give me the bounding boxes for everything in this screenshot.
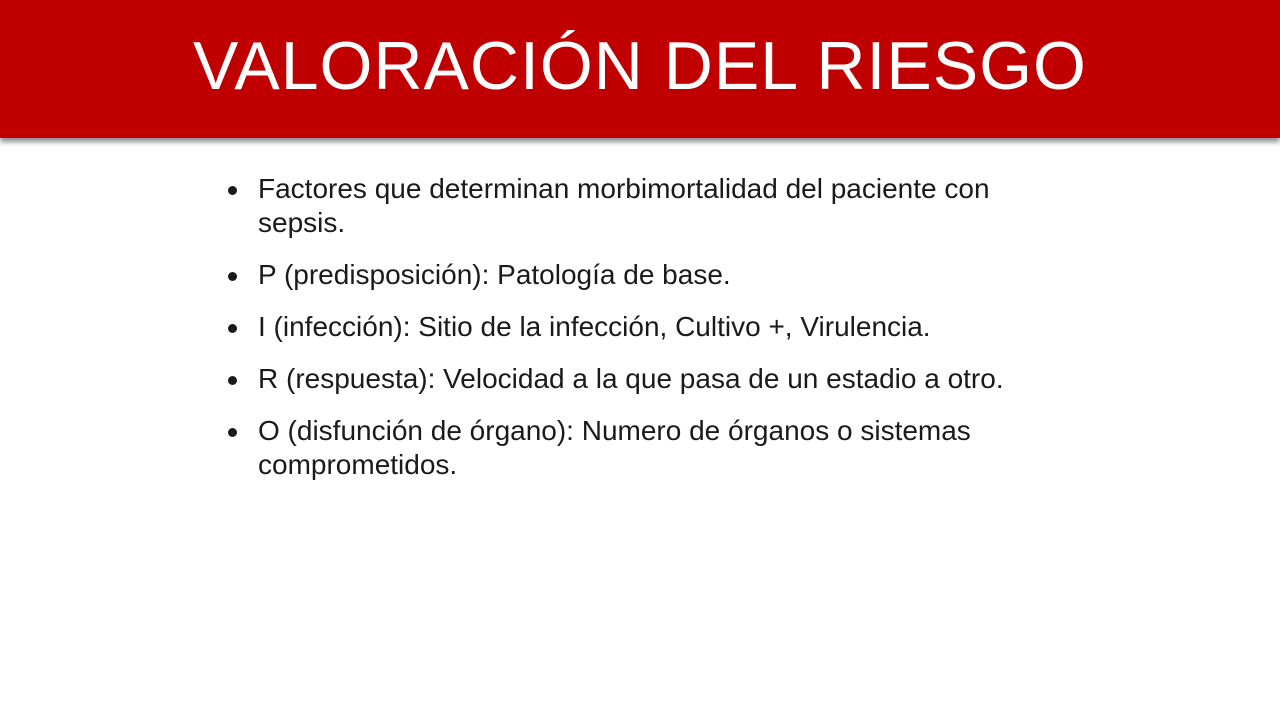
- bullet-dot-icon: [228, 324, 237, 333]
- bullet-item: [226, 362, 1056, 396]
- bullet-text: I (infección): Sitio de la infección, Cultivo +, Virulencia.: [258, 311, 931, 342]
- bullet-dot-icon: [228, 428, 237, 437]
- bullet-item: [226, 310, 1056, 344]
- bullet-item: [226, 172, 1056, 240]
- bullet-list: [226, 172, 1056, 500]
- bullet-dot-icon: [228, 186, 237, 195]
- slide-title: VALORACIÓN DEL RIESGO: [193, 28, 1087, 104]
- bullet-text: R (respuesta): Velocidad a la que pasa de un estadio a otro.: [258, 363, 1004, 394]
- bullet-text: P (predisposición): Patología de base.: [258, 259, 731, 290]
- bullet-item: [226, 258, 1056, 292]
- bullet-text: O (disfunción de órgano): Numero de órganos o sistemas comprometidos.: [258, 415, 971, 480]
- bullet-dot-icon: [228, 376, 237, 385]
- title-bar: [0, 0, 1280, 138]
- bullet-item: [226, 414, 1056, 482]
- bullet-dot-icon: [228, 272, 237, 281]
- bullet-text: Factores que determinan morbimortalidad del paciente con sepsis.: [258, 173, 990, 238]
